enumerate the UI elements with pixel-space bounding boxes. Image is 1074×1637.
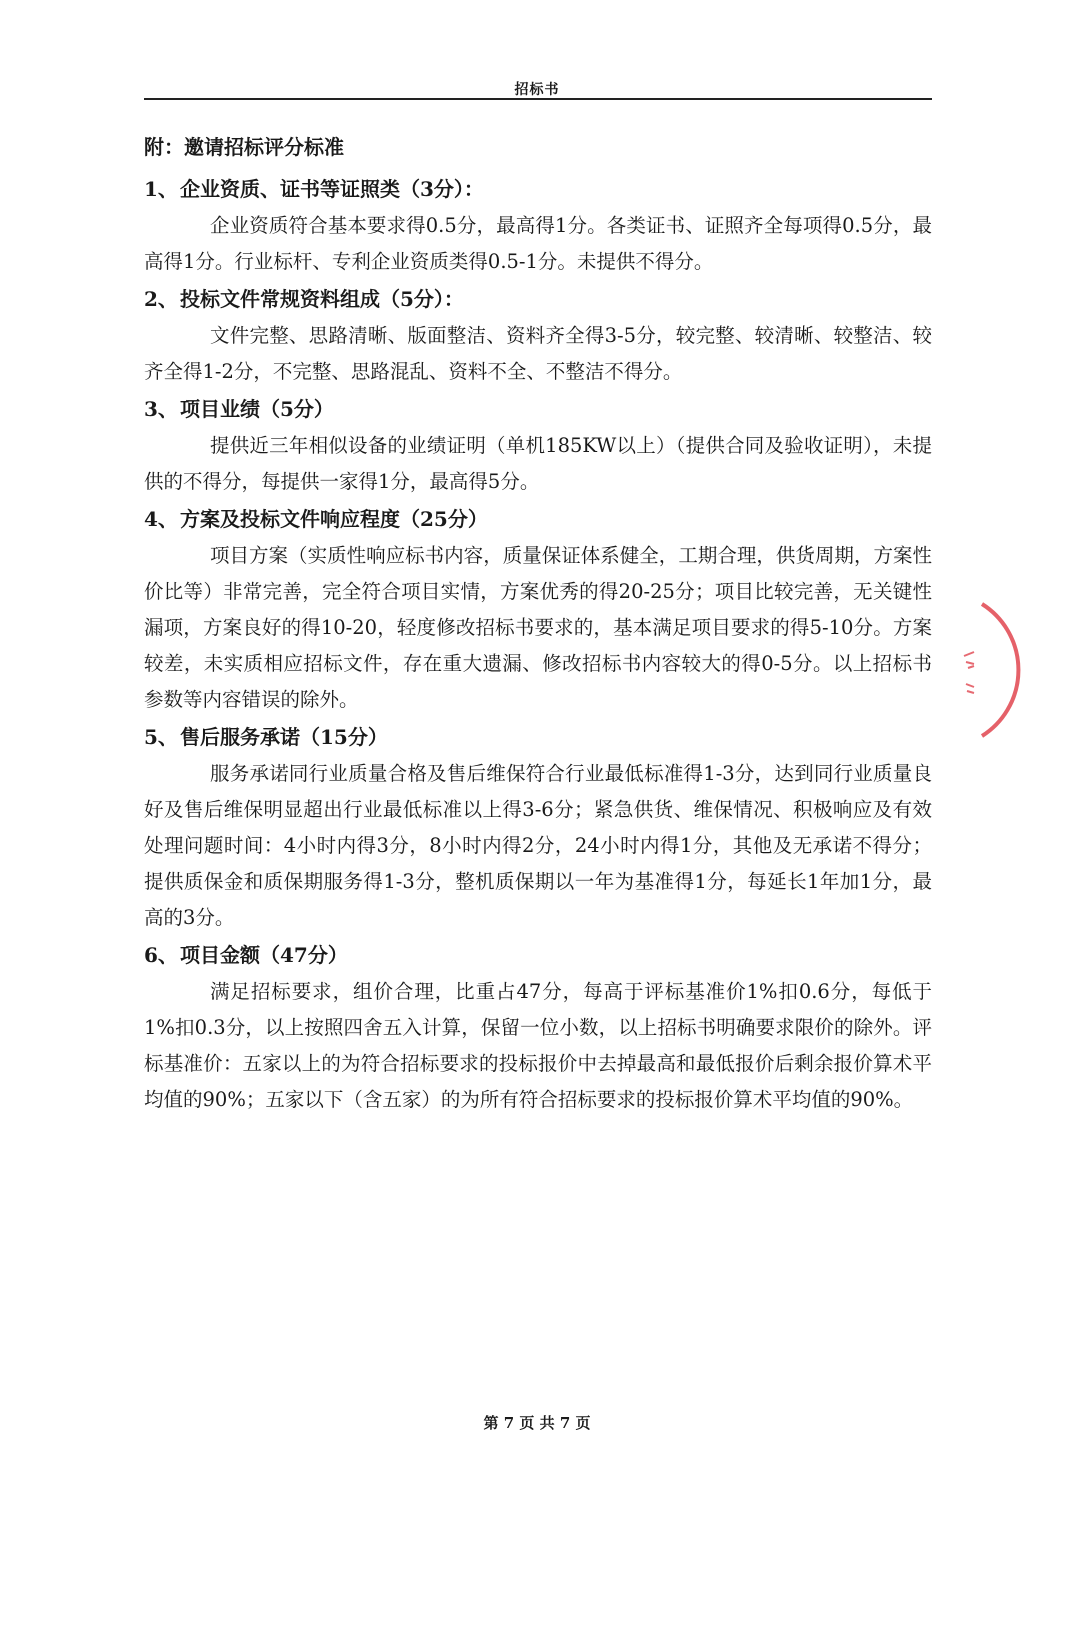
section-number: 5、: [144, 725, 178, 749]
section-heading: [144, 284, 932, 314]
section-3: [144, 394, 932, 500]
section-heading: [144, 504, 932, 534]
section-heading: [144, 394, 932, 424]
document-body: [144, 132, 932, 1122]
section-number: 4、: [144, 507, 178, 531]
section-heading-text: 企业资质、证书等证照类（3分）：: [180, 177, 484, 201]
section-number: 3、: [144, 397, 178, 421]
section-2: [144, 284, 932, 390]
section-number: 1、: [144, 177, 178, 201]
seal-stamp-fragment: [960, 600, 1040, 740]
section-body: 提供近三年相似设备的业绩证明（单机185KW以上）（提供合同及验收证明），未提供的不得分，每提供一家得1分，最高得5分。: [144, 434, 932, 493]
page-number: 第 7 页 共 7 页: [483, 1414, 591, 1432]
section-heading: [144, 940, 932, 970]
header-rule: [144, 98, 932, 100]
section-4: [144, 504, 932, 718]
section-heading: [144, 174, 932, 204]
section-number: 6、: [144, 943, 178, 967]
document-title: 附：邀请招标评分标准: [144, 135, 344, 159]
section-heading-text: 项目金额（47分）: [180, 943, 348, 967]
section-heading-text: 方案及投标文件响应程度（25分）: [180, 507, 488, 531]
section-body: 服务承诺同行业质量合格及售后维保符合行业最低标准得1-3分，达到同行业质量良好及售后维保明显超出行业最低标准以上得3-6分；紧急供货、维保情况、积极响应及有效处理问题时间：4小时内得3分，8小时内得2分，24小时内得1分，其他及无承诺不得分；提供质保金和质保期服务得1-3分，整机质保期以一年为基准得1分，每延长1年加1分，最高的3分。: [144, 762, 932, 929]
section-body: 项目方案（实质性响应标书内容，质量保证体系健全，工期合理，供货周期，方案性价比等）非常完善，完全符合项目实情，方案优秀的得20-25分；项目比较完善，无关键性漏项，方案良好的得10-20，轻度修改招标书要求的，基本满足项目要求的得5-10分。方案较差，未实质相应招标文件，存在重大遗漏、修改招标书内容较大的得0-5分。以上招标书参数等内容错误的除外。: [144, 544, 932, 711]
section-body: 企业资质符合基本要求得0.5分，最高得1分。各类证书、证照齐全每项得0.5分，最高得1分。行业标杆、专利企业资质类得0.5-1分。未提供不得分。: [144, 214, 932, 273]
section-heading: [144, 722, 932, 752]
section-number: 2、: [144, 287, 178, 311]
section-body: 满足招标要求，组价合理，比重占47分，每高于评标基准价1%扣0.6分，每低于1%扣0.3分，以上按照四舍五入计算，保留一位小数，以上招标书明确要求限价的除外。评标基准价：五家以上的为符合招标要求的投标报价中去掉最高和最低报价后剩余报价算术平均值的90%；五家以下（含五家）的为所有符合招标要求的投标报价算术平均值的90%。: [144, 980, 932, 1111]
section-heading-text: 投标文件常规资料组成（5分）：: [180, 287, 464, 311]
running-header: 招标书: [514, 82, 560, 98]
section-heading-text: 售后服务承诺（15分）: [180, 725, 388, 749]
section-heading-text: 项目业绩（5分）: [180, 397, 334, 421]
section-6: [144, 940, 932, 1118]
section-5: [144, 722, 932, 936]
section-body: 文件完整、思路清晰、版面整洁、资料齐全得3-5分，较完整、较清晰、较整洁、较齐全得1-2分，不完整、思路混乱、资料不全、不整洁不得分。: [144, 324, 932, 383]
section-1: [144, 174, 932, 280]
